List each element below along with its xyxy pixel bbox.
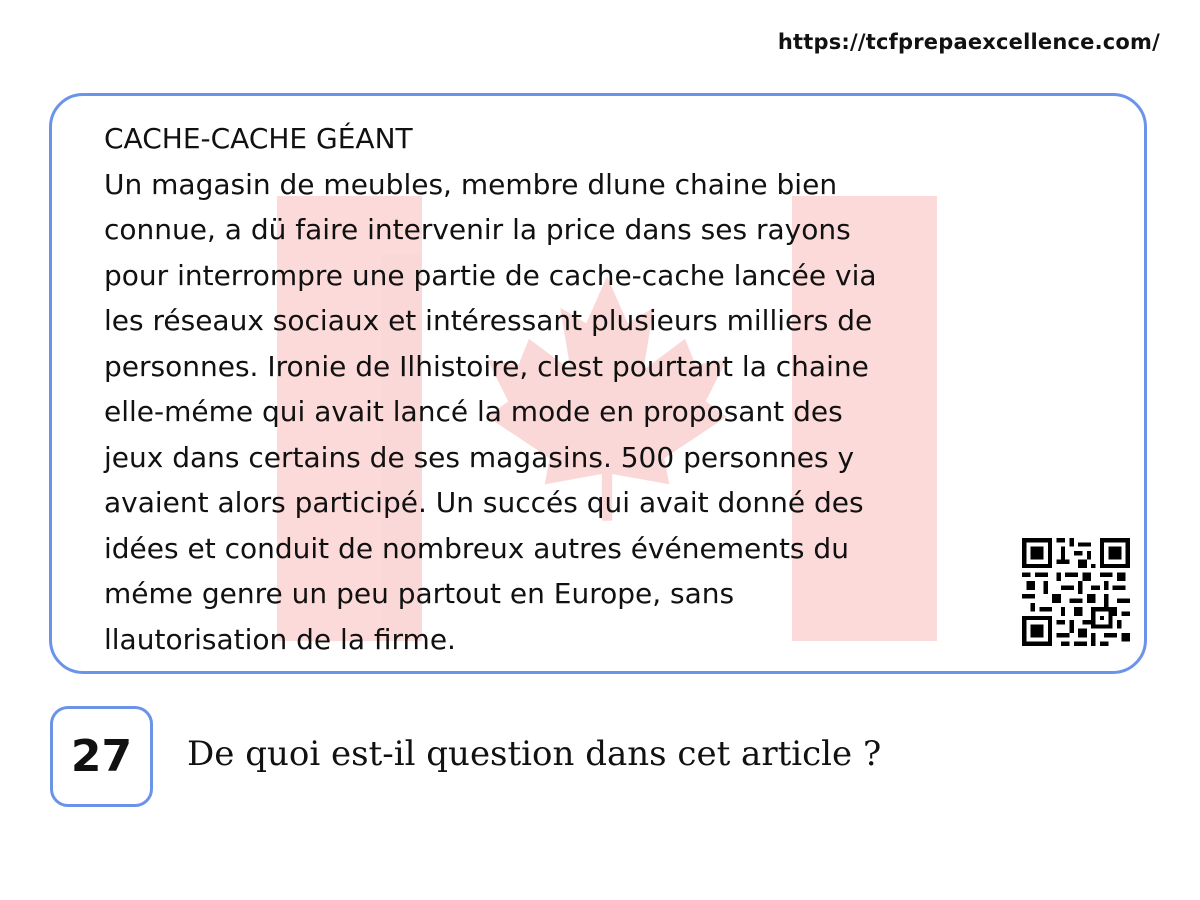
qr-code-icon[interactable]: [1022, 538, 1130, 646]
passage-line: idées et conduit de nombreux autres événements du: [104, 531, 849, 565]
passage-line: avaient alors participé. Un succés qui avait donné des: [104, 486, 864, 519]
passage-card: [49, 93, 1147, 674]
site-url[interactable]: https://tcfprepaexcellence.com/: [777, 30, 1160, 54]
passage-line: personnes. Ironie de Ilhistoire, clest pourtant la chaine: [104, 349, 869, 383]
question-number: 27: [70, 731, 133, 782]
passage-line: connue, a dü faire intervenir la price dans ses rayons: [104, 213, 851, 246]
question-number-badge: [50, 706, 153, 807]
passage-line: Un magasin de meubles, membre dlune chaine bien: [104, 167, 838, 201]
passage-line: jeux dans certains de ses magasins. 500 personnes y: [104, 440, 855, 474]
passage-text: [104, 116, 1004, 662]
passage-line: méme genre un peu partout en Europe, sans: [104, 577, 735, 610]
passage-title: CACHE-CACHE GÉANT: [104, 122, 413, 155]
question-text: De quoi est-il question dans cet article ?: [187, 734, 882, 774]
passage-line: les réseaux sociaux et intéressant plusieurs milliers de: [104, 304, 873, 337]
passage-line: pour interrompre une partie de cache-cache lancée via: [104, 258, 877, 292]
passage-line: elle-méme qui avait lancé la mode en proposant des: [104, 395, 843, 428]
passage-line: llautorisation de la firme.: [104, 622, 456, 656]
